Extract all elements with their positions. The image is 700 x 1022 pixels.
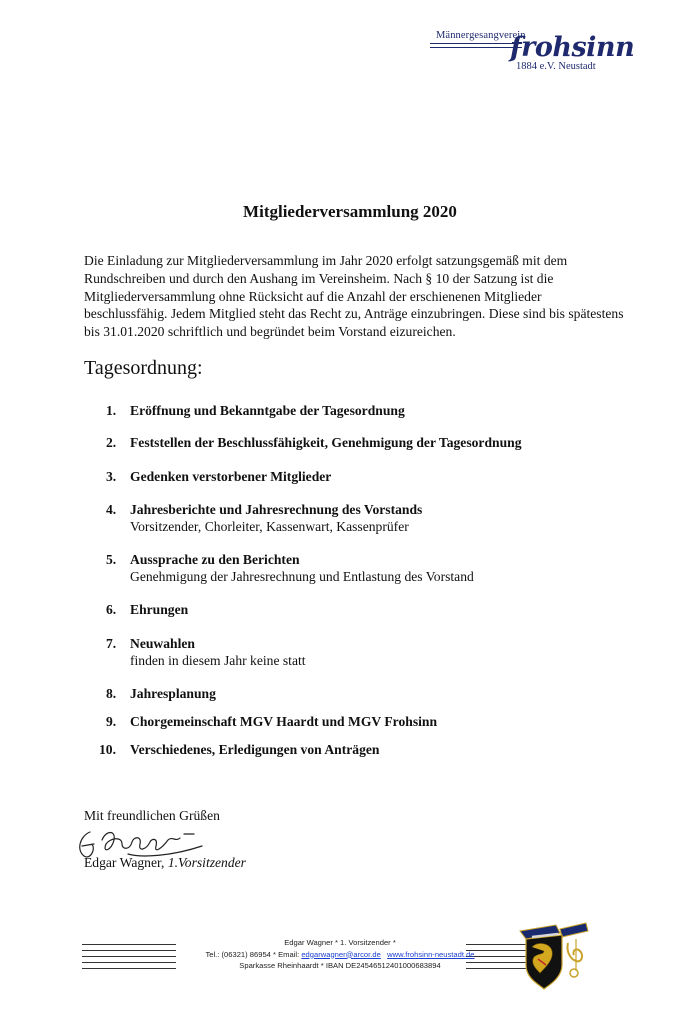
club-logo: [430, 30, 635, 74]
agenda-item-number: 3.: [106, 469, 117, 484]
agenda-item-number: 10.: [99, 742, 116, 757]
footer-email-link[interactable]: edgarwagner@arcor.de: [301, 949, 381, 959]
agenda-item-number: 4.: [106, 502, 117, 517]
signer-name: Edgar Wagner,: [84, 855, 165, 870]
agenda-heading: Tagesordnung:: [84, 357, 203, 379]
agenda-item-title: Feststellen der Beschlussfähigkeit, Genehmigung der Tagesordnung: [130, 435, 522, 450]
agenda-item-number: 8.: [106, 686, 117, 701]
logo-rule: [430, 47, 522, 48]
agenda-item-title: Jahresplanung: [130, 686, 216, 701]
logo-top-text: Männergesangverein: [436, 30, 526, 41]
logo-rule: [430, 43, 522, 44]
closing-salutation: Mit freundlichen Grüßen: [84, 808, 220, 823]
signer-role: 1.Vorsitzender: [167, 855, 246, 870]
agenda-item-title: Verschiedenes, Erledigungen von Anträgen: [130, 742, 380, 757]
document-title: Mitgliederversammlung 2020: [243, 202, 457, 221]
agenda-item-number: 1.: [106, 403, 117, 418]
footer-website-link[interactable]: www.frohsinn-neustadt.de: [387, 949, 475, 959]
agenda-item-title: Aussprache zu den Berichten: [130, 552, 300, 567]
agenda-item-title: Eröffnung und Bekanntgabe der Tagesordnung: [130, 403, 405, 418]
club-emblem-icon: [516, 921, 592, 991]
footer-line-2: [170, 949, 510, 961]
footer: [170, 937, 510, 972]
footer-lines-left: [82, 944, 176, 974]
agenda-item-title: Jahresberichte und Jahresrechnung des Vorstands: [130, 502, 423, 517]
agenda-item-number: 7.: [106, 636, 117, 651]
intro-paragraph: Die Einladung zur Mitgliederversammlung im Jahr 2020 erfolgt satzungsgemäß mit dem Rundschreiben und durch den Aushang im Vereinsheim. Nach § 10 der Satzung ist die Mitgliederversammlung ohne Rücksicht auf die Anzahl der erschienenen Mitglieder beschlussfähig. Jedem Mitglied steht das Recht zu, Anträge einzubringen. Diese sind bis spätestens bis 31.01.2020 schriftlich und begründet beim Vorstand eizureichen.: [84, 253, 624, 340]
agenda-item-subtext: Genehmigung der Jahresrechnung und Entlastung des Vorstand: [130, 569, 474, 584]
agenda-item-title: Neuwahlen: [130, 636, 195, 651]
agenda-item-number: 9.: [106, 714, 117, 729]
agenda-item-subtext: Vorsitzender, Chorleiter, Kassenwart, Kassenprüfer: [130, 519, 409, 534]
agenda-item-number: 2.: [106, 435, 117, 450]
agenda-item-title: Ehrungen: [130, 602, 189, 617]
agenda-item-title: Gedenken verstorbener Mitglieder: [130, 469, 332, 484]
footer-line-1: Edgar Wagner * 1. Vorsitzender *: [284, 938, 396, 947]
footer-phone: Tel.: (06321) 86954 * Email:: [205, 949, 300, 959]
footer-line-3: Sparkasse Rheinhaardt * IBAN DE24546512401000683894: [239, 961, 441, 970]
logo-script-text: frohsinn: [510, 32, 635, 63]
agenda-item-number: 6.: [106, 602, 117, 617]
logo-sub-text: 1884 e.V. Neustadt: [516, 61, 596, 72]
agenda-item-subtext: finden in diesem Jahr keine statt: [130, 653, 306, 668]
agenda-item-number: 5.: [106, 552, 117, 567]
agenda-item-title: Chorgemeinschaft MGV Haardt und MGV Frohsinn: [130, 714, 438, 729]
signer-line: [84, 855, 246, 871]
